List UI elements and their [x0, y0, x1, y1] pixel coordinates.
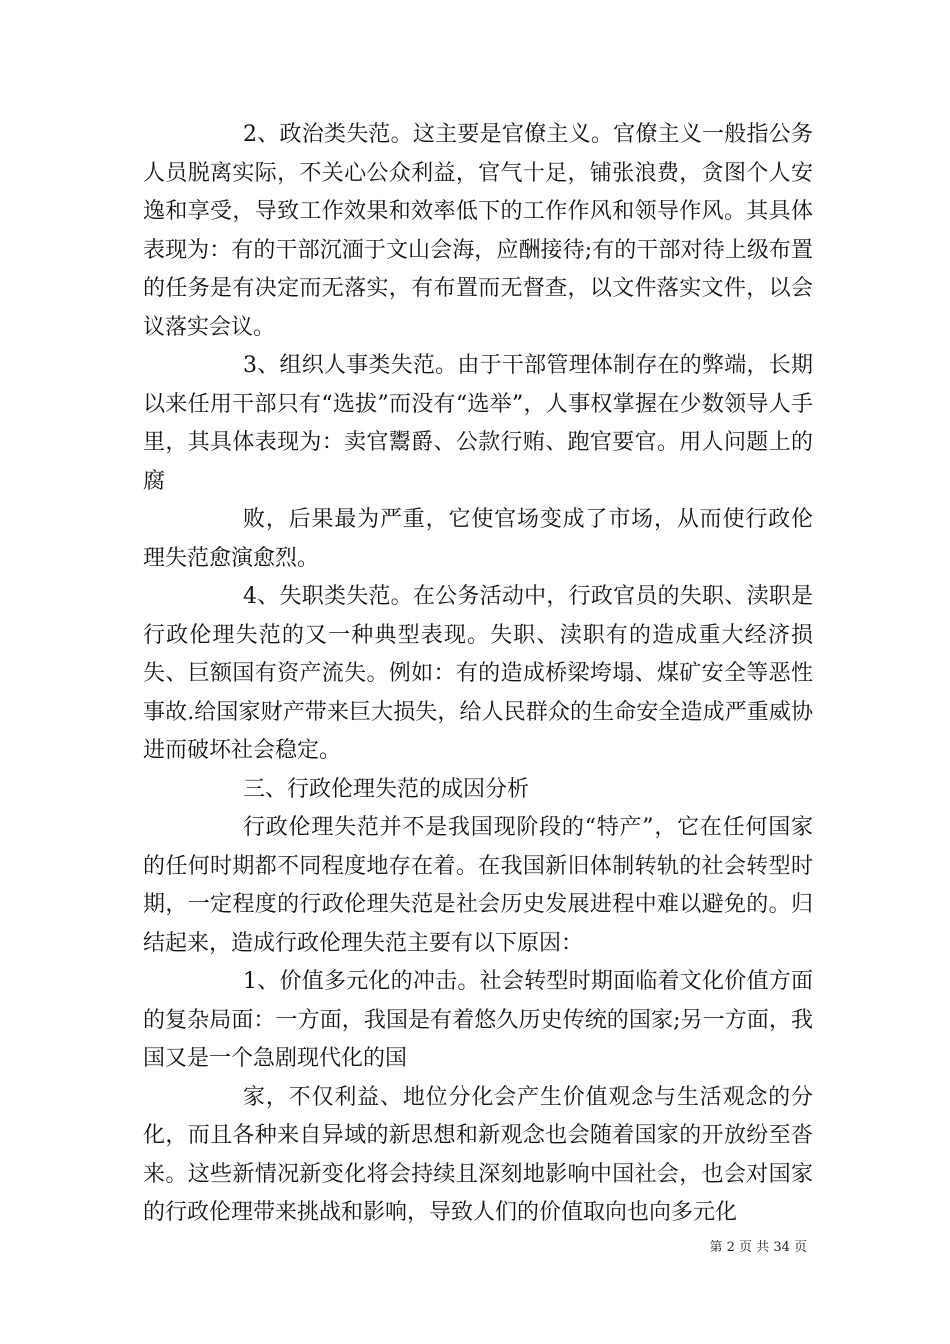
paragraph-cause-intro: 行政伦理失范并不是我国现阶段的“特产”，它在任何国家的任何时期都不同程度地存在着。在我国新旧体制转轨的社会转型时期，一定程度的行政伦理失范是社会历史发展进程中难以避免的。归结起来，造成行政伦理失范主要有以下原因：: [143, 815, 813, 956]
document-body: [143, 116, 813, 1233]
section-heading-cause-analysis: 三、行政伦理失范的成因分析: [243, 776, 530, 802]
paragraph-political-misconduct: 2、政治类失范。这主要是官僚主义。官僚主义一般指公务人员脱离实际，不关心公众利益，官气十足，铺张浪费，贪图个人安逸和享受，导致工作效果和效率低下的工作作风和领导作风。其具体表现为：有的干部沉湎于文山会海，应酬接待;有的干部对待上级布置的任务是有决定而无落实，有布置而无督查，以文件落实文件，以会议落实会议。: [143, 122, 813, 340]
paragraph-personnel-misconduct: 3、组织人事类失范。由于干部管理体制存在的弊端，长期以来任用干部只有“选拔”而没有“选举”，人事权掌握在少数领导人手里，其具体表现为：卖官鬻爵、公款行贿、跑官要官。用人问题上的腐: [143, 353, 813, 494]
paragraph-value-pluralism-continued: 家，不仅利益、地位分化会产生价值观念与生活观念的分化，而且各种来自异域的新思想和新观念也会随着国家的开放纷至沓来。这些新情况新变化将会持续且深刻地影响中国社会，也会对国家的行政伦理带来挑战和影响，导致人们的价值取向也向多元化: [143, 1084, 813, 1225]
paragraph-dereliction-misconduct: 4、失职类失范。在公务活动中，行政官员的失职、渎职是行政伦理失范的又一种典型表现。失职、渎职有的造成重大经济损失、巨额国有资产流失。例如：有的造成桥梁垮塌、煤矿安全等恶性事故.给国家财产带来巨大损失，给人民群众的生命安全造成严重威协进而破坏社会稳定。: [143, 584, 813, 763]
paragraph-corruption-continued: 败，后果最为严重，它使官场变成了市场，从而使行政伦理失范愈演愈烈。: [143, 507, 813, 571]
paragraph-value-pluralism: 1、价值多元化的冲击。社会转型时期面临着文化价值方面的复杂局面：一方面，我国是有着悠久历史传统的国家;另一方面，我国又是一个急剧现代化的国: [143, 969, 813, 1071]
page-number-footer: 第 2 页 共 34 页: [709, 1240, 807, 1255]
